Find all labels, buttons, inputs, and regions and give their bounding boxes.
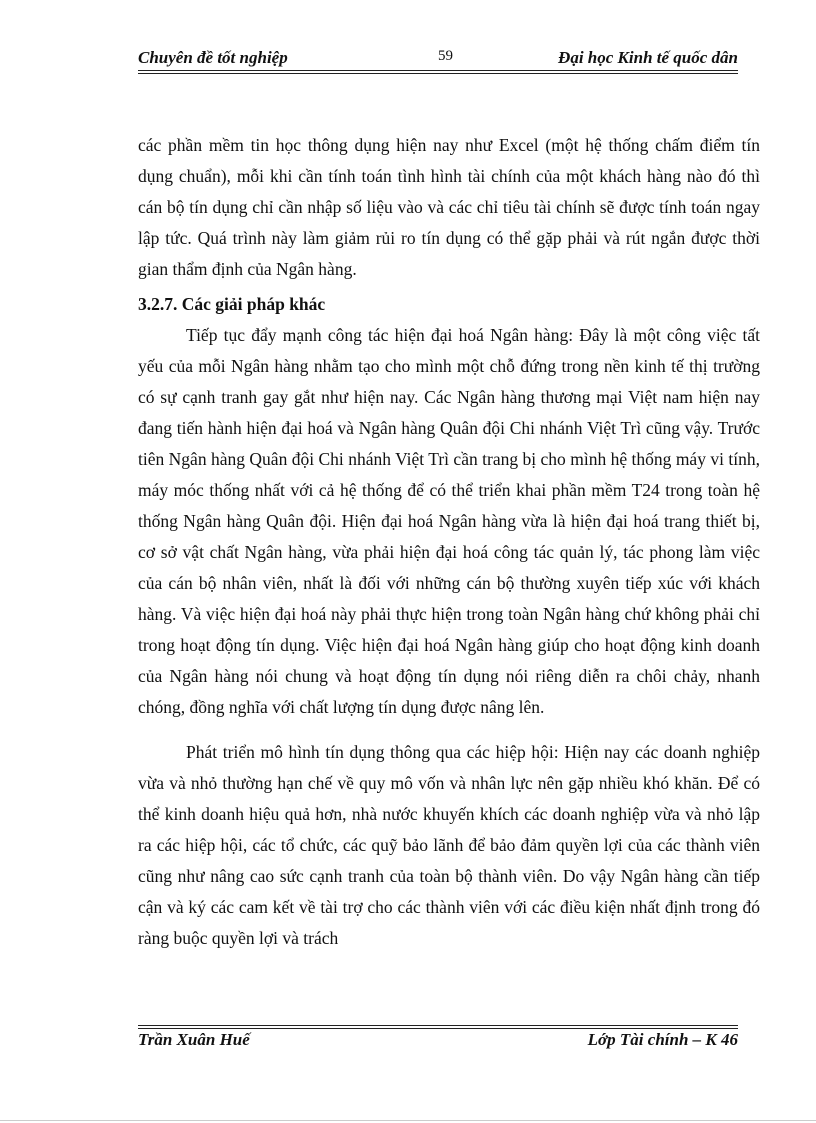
- body-paragraph-3: Phát triển mô hình tín dụng thông qua các hiệp hội: Hiện nay các doanh nghiệp vừa và nhỏ thường hạn chế về quy mô vốn và nhân lực nên gặp nhiều khó khăn. Để có thể kinh doanh hiệu quả hơn, nhà nước khuyến khích các doanh nghiệp vừa và nhỏ lập ra các hiệp hội, các tổ chức, các quỹ bảo lãnh để bảo đảm quyền lợi của các thành viên cũng như nâng cao sức cạnh tranh của toàn bộ thành viên. Do vậy Ngân hàng cần tiếp cận và ký các cam kết về tài trợ cho các thành viên với các điều kiện nhất định trong đó ràng buộc quyền lợi và trách: [138, 742, 760, 948]
- section-heading: 3.2.7. Các giải pháp khác: [138, 294, 326, 314]
- footer-rule-double: [138, 1028, 738, 1029]
- footer-class: Lớp Tài chính – K 46: [587, 1030, 738, 1049]
- page-header: [138, 46, 738, 70]
- header-university: Đại học Kinh tế quốc dân: [558, 48, 738, 67]
- header-rule: [138, 70, 738, 71]
- footer-author: Trần Xuân Huế: [138, 1030, 250, 1049]
- header-rule-double: [138, 73, 738, 74]
- page-edge: [0, 1120, 816, 1121]
- page-footer: [138, 1030, 738, 1054]
- header-thesis-title: Chuyên đề tốt nghiệp: [138, 48, 288, 67]
- page-body: [138, 130, 760, 954]
- footer-rule: [138, 1025, 738, 1026]
- body-paragraph-2: Tiếp tục đẩy mạnh công tác hiện đại hoá Ngân hàng: Đây là một công việc tất yếu của mỗi Ngân hàng nhằm tạo cho mình một chỗ đứng trong nền kinh tế thị trường có sự cạnh tranh gay gắt như hiện nay. Các Ngân hàng thương mại Việt nam hiện nay đang tiến hành hiện đại hoá và Ngân hàng Quân đội Chi nhánh Việt Trì cũng vậy. Trước tiên Ngân hàng Quân đội Chi nhánh Việt Trì cần trang bị cho mình hệ thống máy vi tính, máy móc thống nhất với cả hệ thống để có thể triển khai phần mềm T24 trong toàn hệ thống Ngân hàng Quân đội. Hiện đại hoá Ngân hàng vừa là hiện đại hoá trang thiết bị, cơ sở vật chất Ngân hàng, vừa phải hiện đại hoá công tác quản lý, tác phong làm việc của cán bộ nhân viên, nhất là đối với những cán bộ thường xuyên tiếp xúc với khách hàng. Và việc hiện đại hoá này phải thực hiện trong toàn Ngân hàng chứ không phải chỉ trong hoạt động tín dụng. Việc hiện đại hoá Ngân hàng giúp cho hoạt động kinh doanh của Ngân hàng nói chung và hoạt động tín dụng nói riêng diễn ra chôi chảy, nhanh chóng, đồng nghĩa với chất lượng tín dụng được nâng lên.: [138, 325, 760, 717]
- body-paragraph-1: các phần mềm tin học thông dụng hiện nay như Excel (một hệ thống chấm điểm tín dụng chuẩn), mỗi khi cần tính toán tình hình tài chính của một khách hàng nào đó thì cán bộ tín dụng chỉ cần nhập số liệu vào và các chỉ tiêu tài chính sẽ được tính toán ngay lập tức. Quá trình này làm giảm rủi ro tín dụng có thể gặp phải và rút ngắn được thời gian thẩm định của Ngân hàng.: [138, 135, 760, 279]
- page-number: 59: [438, 48, 453, 64]
